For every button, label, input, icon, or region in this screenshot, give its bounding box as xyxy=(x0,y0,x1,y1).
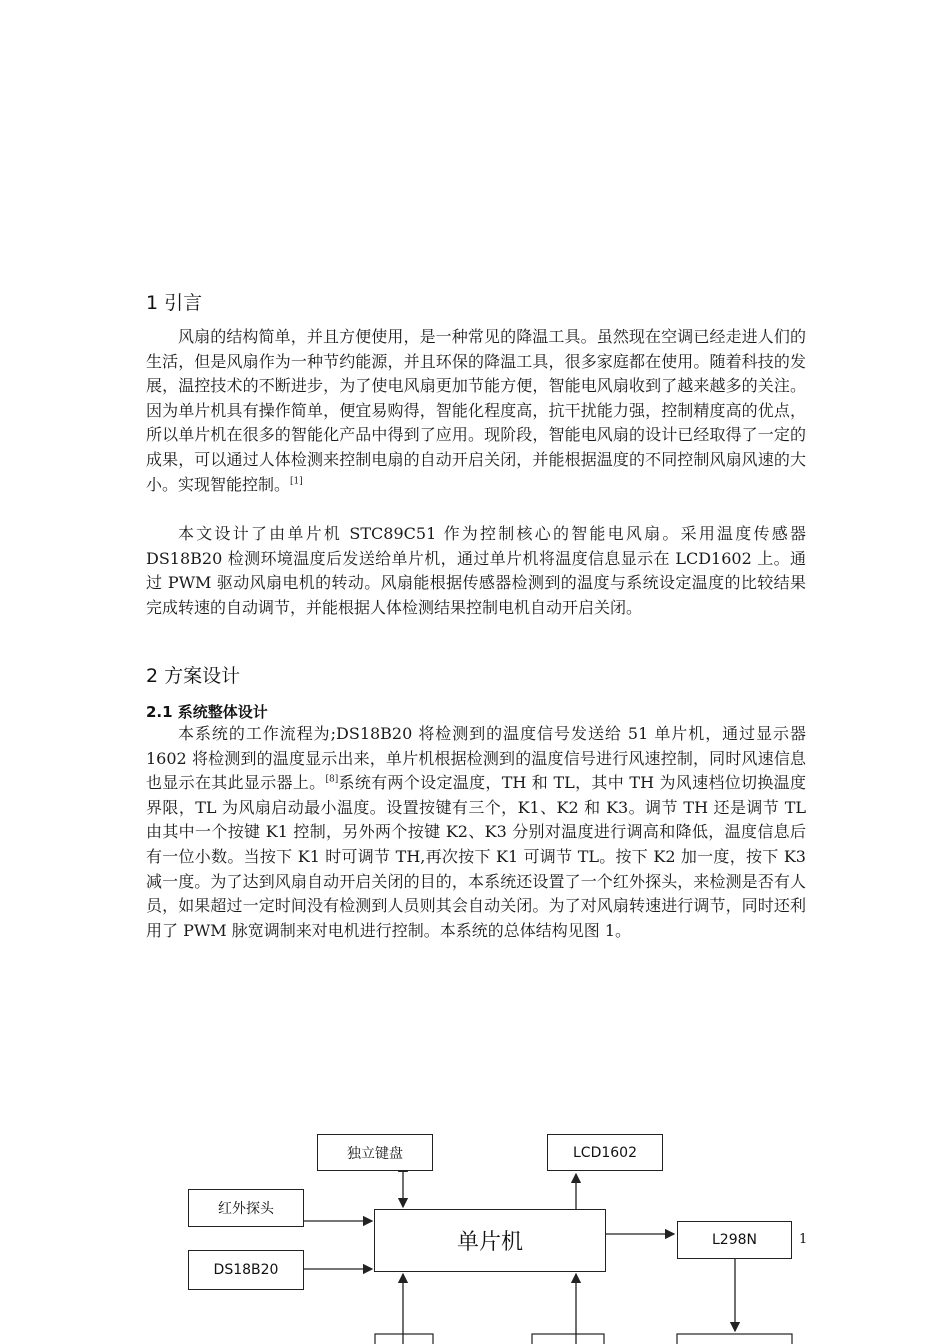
intro-paragraph-1 xyxy=(146,325,806,497)
page-number: 1 xyxy=(799,1232,808,1247)
section-heading-introduction: 1 引言 xyxy=(146,292,203,314)
ds18b20-block: DS18B20 xyxy=(188,1250,304,1290)
citation-ref: [8] xyxy=(325,774,339,785)
bottom-right-block xyxy=(677,1334,792,1344)
l298n-block: L298N xyxy=(677,1221,792,1259)
overall-paragraph-text-a: 本系统的工作流程为;DS18B20 将检测到的温度信号发送给 51 单片机，通过显示器 1602 将检测到的温度显示出来，单片机根据检测到的温度信号进行风速控制，同时风速信息也显示在其此显示器上。 xyxy=(146,724,806,793)
lcd-block: LCD1602 xyxy=(547,1134,663,1171)
bottom-left-block xyxy=(375,1334,433,1344)
citation-ref: [1] xyxy=(290,476,303,487)
section-heading-design: 2 方案设计 xyxy=(146,665,241,687)
subsection-heading-overall-design: 2.1 系统整体设计 xyxy=(146,703,268,721)
overall-design-paragraph xyxy=(146,722,806,943)
intro-paragraph-1-text: 风扇的结构简单，并且方便使用，是一种常见的降温工具。虽然现在空调已经走进人们的生活，但是风扇作为一种节约能源，并且环保的降温工具，很多家庭都在使用。随着科技的发展，温控技术的不断进步，为了使电风扇更加节能方便，智能电风扇收到了越来越多的关注。因为单片机具有操作简单，便宜易购得，智能化程度高，抗干扰能力强，控制精度高的优点，所以单片机在很多的智能化产品中得到了应用。现阶段，智能电风扇的设计已经取得了一定的成果，可以通过人体检测来控制电扇的自动开启关闭，并能根据温度的不同控制风扇风速的大小。实现智能控制。 xyxy=(146,327,806,494)
keyboard-block: 独立键盘 xyxy=(317,1134,433,1171)
system-block-diagram xyxy=(0,1110,950,1344)
infrared-block: 红外探头 xyxy=(188,1189,304,1227)
bottom-middle-block xyxy=(532,1334,604,1344)
intro-paragraph-2: 本文设计了由单片机 STC89C51 作为控制核心的智能电风扇。采用温度传感器 DS18B20 检测环境温度后发送给单片机，通过单片机将温度信息显示在 LCD1602 上。通过 PWM 驱动风扇电机的转动。风扇能根据传感器检测到的温度与系统设定温度的比较结果完成转速的自动调节，并能根据人体检测结果控制电机自动开启关闭。 xyxy=(146,524,806,617)
mcu-block: 单片机 xyxy=(374,1209,606,1272)
overall-paragraph-text-b: 系统有两个设定温度，TH 和 TL，其中 TH 为风速档位切换温度界限，TL 为风扇启动最小温度。设置按键有三个，K1、K2 和 K3。调节 TH 还是调节 TL 由其中一个按键 K1 控制，另外两个按键 K2、K3 分别对温度进行调高和降低，温度信息后有一位小数。当按下 K1 时可调节 TH,再次按下 K1 可调节 TL。按下 K2 加一度，按下 K3 减一度。为了达到风扇自动开启关闭的目的，本系统还设置了一个红外探头，来检测是否有人员，如果超过一定时间没有检测到人员则其会自动关闭。为了对风扇转速进行调节，同时还利用了 PWM 脉宽调制来对电机进行控制。本系统的总体结构见图 1。 xyxy=(146,773,806,940)
